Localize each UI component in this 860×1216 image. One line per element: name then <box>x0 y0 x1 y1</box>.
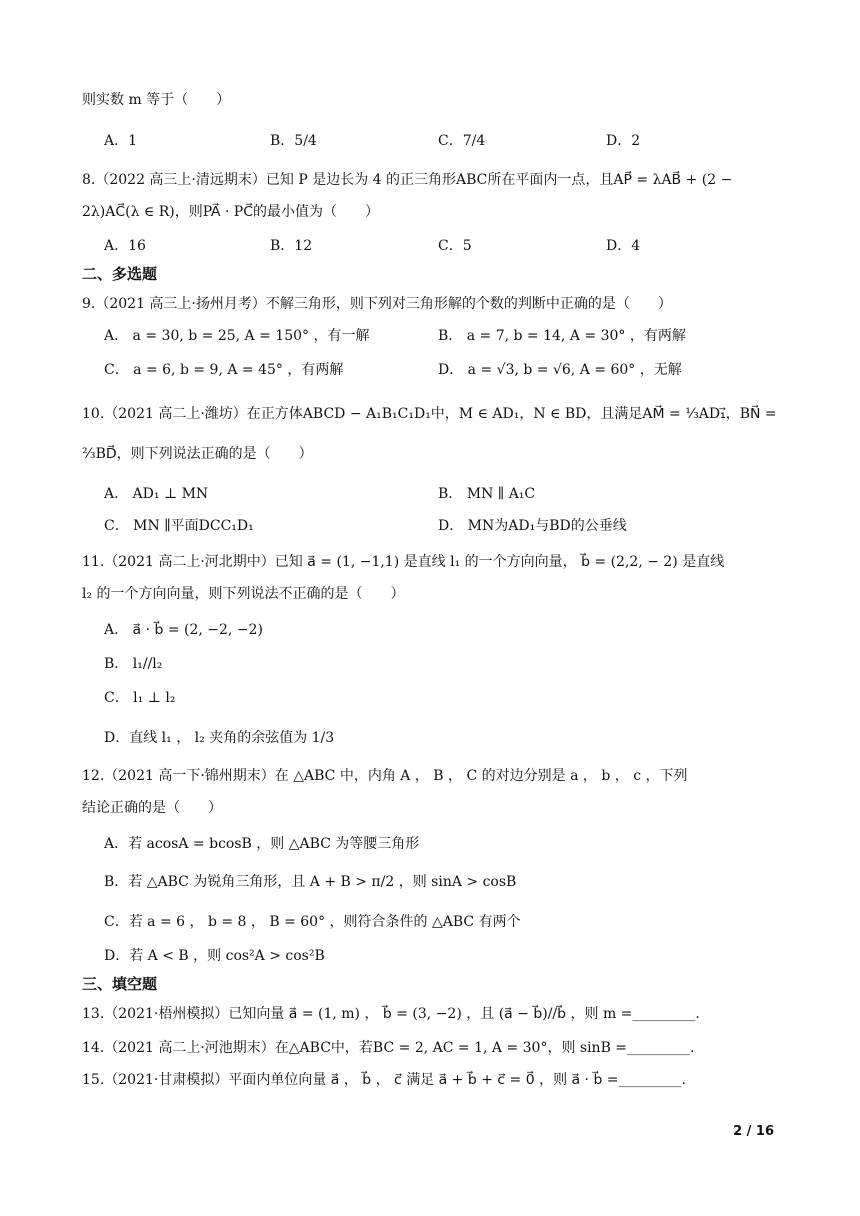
q9-option-c: C． a = 6, b = 9, A = 45° ，有两解 <box>104 362 344 378</box>
q11-option-d: D．直线 l₁ ， l₂ 夹角的余弦值为 1/3 <box>104 730 335 746</box>
q8-option-b: B．12 <box>270 238 313 254</box>
section-fill-in: 三、填空题 <box>82 975 158 993</box>
q9-option-d: D． a = √3, b = √6, A = 60° ，无解 <box>438 362 682 378</box>
q12-option-a: A．若 acosA = bcosB ，则 △ABC 为等腰三角形 <box>104 836 420 852</box>
q10-line-1: 10.（2021 高二上·潍坊）在正方体ABCD − A₁B₁C₁D₁中，M ∈ AD₁，N ∈ BD，且满足AM⃗ = ⅓AD₁⃗，BN⃗ = <box>82 406 777 422</box>
q8-option-d: D．4 <box>606 238 641 254</box>
q10-option-a: A． AD₁ ⊥ MN <box>104 486 209 502</box>
q12-option-d: D．若 A < B ，则 cos²A > cos²B <box>104 948 325 964</box>
q9-option-a: A． a = 30, b = 25, A = 150° ，有一解 <box>104 328 370 344</box>
q7-option-b: B．5/4 <box>270 133 317 149</box>
q11-line-2: l₂ 的一个方向向量，则下列说法不正确的是（ ） <box>82 586 405 602</box>
q7-option-a: A．1 <box>104 133 138 149</box>
q11-option-c: C． l₁ ⊥ l₂ <box>104 690 176 706</box>
q10-option-c: C． MN ∥平面DCC₁D₁ <box>104 518 254 534</box>
q9-option-b: B． a = 7, b = 14, A = 30° ，有两解 <box>438 328 686 344</box>
q7-option-d: D．2 <box>606 133 641 149</box>
q10-line-2: ⅔BD⃗，则下列说法正确的是（ ） <box>82 446 313 462</box>
q11-option-a: A． a⃗ · b⃗ = (2, −2, −2) <box>104 622 263 638</box>
q8-option-a: A．16 <box>104 238 146 254</box>
q12-option-c: C．若 a = 6 ， b = 8 ， B = 60° ，则符合条件的 △ABC 有两个 <box>104 914 521 930</box>
q9-stem: 9.（2021 高三上·扬州月考）不解三角形，则下列对三角形解的个数的判断中正确的是（ ） <box>82 296 672 312</box>
section-multi-choice: 二、多选题 <box>82 265 158 283</box>
q13: 13.（2021·梧州模拟）已知向量 a⃗ = (1, m) ， b⃗ = (3, −2) ，且 (a⃗ − b⃗)//b⃗ ，则 m =_________. <box>82 1006 700 1022</box>
q10-option-b: B． MN ∥ A₁C <box>438 486 536 502</box>
q11-option-b: B． l₁//l₂ <box>104 656 163 672</box>
q7-option-c: C．7/4 <box>438 133 486 149</box>
page-number: 2 / 16 <box>733 1124 774 1139</box>
q15: 15.（2021·甘肃模拟）平面内单位向量 a⃗ ， b⃗ ， c⃗ 满足 a⃗ + b⃗ + c⃗ = 0⃗ ，则 a⃗ · b⃗ =_________. <box>82 1072 686 1088</box>
q14: 14.（2021 高二上·河池期末）在△ABC中，若BC = 2, AC = 1, A = 30°，则 sinB =_________. <box>82 1040 695 1056</box>
q8-line-1: 8.（2022 高三上·清远期末）已知 P 是边长为 4 的正三角形ABC所在平面内一点，且AP⃗ = λAB⃗ + (2 − <box>82 172 733 188</box>
q8-option-c: C．5 <box>438 238 472 254</box>
q10-option-d: D． MN为AD₁与BD的公垂线 <box>438 518 627 534</box>
q7-tail: 则实数 m 等于（ ） <box>82 92 231 108</box>
q12-option-b: B．若 △ABC 为锐角三角形，且 A + B > π/2 ，则 sinA > cosB <box>104 874 517 890</box>
q11-line-1: 11.（2021 高二上·河北期中）已知 a⃗ = (1, −1,1) 是直线 l₁ 的一个方向向量， b⃗ = (2,2, − 2) 是直线 <box>82 554 725 570</box>
q12-line-1: 12.（2021 高一下·锦州期末）在 △ABC 中，内角 A ， B ， C 的对边分别是 a ， b ， c ，下列 <box>82 768 688 784</box>
q8-line-2: 2λ)AC⃗(λ ∈ R)，则PA⃗ · PC⃗的最小值为（ ） <box>82 204 379 220</box>
q12-line-2: 结论正确的是（ ） <box>82 800 222 816</box>
